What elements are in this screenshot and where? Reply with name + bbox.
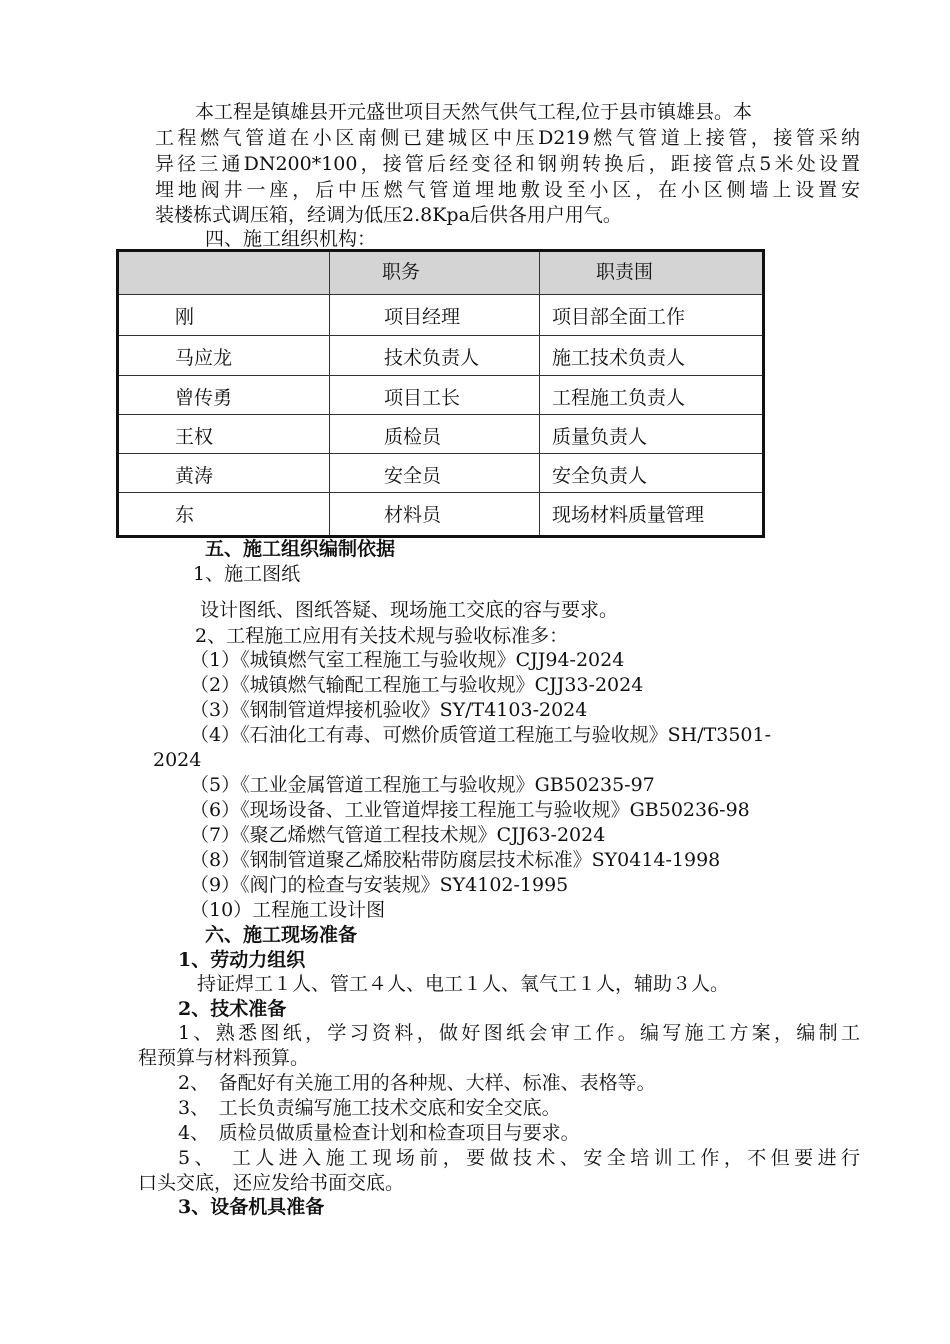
duty-cell: 现场材料质量管理 (540, 493, 764, 537)
standard-item: （2）《城镇燃气输配工程施工与验收规》CJJ33-2024 (190, 674, 644, 696)
name-cell: 东 (118, 493, 330, 537)
intro-line: 本工程是镇雄县开元盛世项目天然气供气工程,位于县市镇雄县。本 (195, 101, 753, 123)
standard-item: （3）《钢制管道焊接机验收》SY/T4103-2024 (190, 699, 588, 721)
tech-prep-item: 1、熟悉图纸，学习资料，做好图纸会审工作。编写施工方案，编制工 (178, 1022, 860, 1044)
table-row (118, 295, 764, 336)
section-6-sub-1-text: 持证焊工１人、管工４人、电工１人、氧气工１人，辅助３人。 (197, 973, 730, 995)
position-cell: 材料员 (330, 493, 540, 537)
intro-line: 埋地阀井一座，后中压燃气管道埋地敷设至小区，在小区侧墙上设置安 (155, 179, 860, 201)
table-row (118, 454, 764, 493)
name-cell: 曾传勇 (118, 376, 330, 415)
position-cell: 安全员 (330, 454, 540, 493)
duty-cell: 项目部全面工作 (540, 295, 764, 336)
section-4-title: 四、施工组织机构： (205, 228, 377, 250)
section-6-sub-1: 1、劳动力组织 (178, 949, 306, 971)
standard-item: （9）《阀门的检查与安装规》SY4102-1995 (190, 874, 569, 896)
standard-item-continued: 2024 (153, 749, 202, 771)
intro-line: 装楼栋式调压箱，经调为低压2.8Kpa后供各用户用气。 (155, 204, 622, 226)
table-row (118, 415, 764, 454)
section-5-title: 五、施工组织编制依据 (205, 538, 396, 560)
name-cell: 黄涛 (118, 454, 330, 493)
standard-item: （7）《聚乙烯燃气管道工程技术规》CJJ63-2024 (190, 824, 606, 846)
section-6-sub-3: 3、设备机具准备 (178, 1196, 325, 1218)
section-5-item-1: 1、施工图纸 (193, 563, 301, 585)
duty-cell: 施工技术负责人 (540, 336, 764, 376)
standard-item: （8）《钢制管道聚乙烯胶粘带防腐层技术标准》SY0414-1998 (190, 849, 721, 871)
tech-prep-item-continued: 口头交底，还应发给书面交底。 (138, 1172, 405, 1194)
section-6-sub-2: 2、技术准备 (178, 998, 287, 1020)
intro-line: 工程燃气管道在小区南侧已建城区中压D219燃气管道上接管，接管采纳 (155, 127, 860, 149)
tech-prep-item-continued: 程预算与材料预算。 (138, 1047, 310, 1069)
section-5-item-1-text: 设计图纸、图纸答疑、现场施工交底的容与要求。 (200, 599, 619, 621)
table-row (118, 376, 764, 415)
intro-line: 异径三通DN200*100，接管后经变径和钢朔转换后，距接管点5米处设置 (155, 153, 860, 175)
duty-cell: 安全负责人 (540, 454, 764, 493)
standard-item: （1）《城镇燃气室工程施工与验收规》CJJ94-2024 (190, 649, 625, 671)
tech-prep-item: 5、 工人进入施工现场前，要做技术、安全培训工作，不但要进行 (178, 1147, 860, 1169)
table-header-cell: 职责围 (540, 251, 764, 295)
duty-cell: 质量负责人 (540, 415, 764, 454)
org-table (116, 249, 765, 538)
name-cell: 刚 (118, 295, 330, 336)
duty-cell: 工程施工负责人 (540, 376, 764, 415)
name-cell: 王权 (118, 415, 330, 454)
standard-item: （4）《石油化工有毒、可燃价质管道工程施工与验收规》SH/T3501- (190, 724, 772, 746)
table-row (118, 336, 764, 376)
tech-prep-item: 3、 工长负责编写施工技术交底和安全交底。 (178, 1097, 561, 1119)
standard-item: （10）工程施工设计图 (190, 899, 386, 921)
table-row (118, 493, 764, 537)
position-cell: 项目工长 (330, 376, 540, 415)
section-6-title: 六、施工现场准备 (205, 924, 358, 946)
name-cell: 马应龙 (118, 336, 330, 376)
position-cell: 技术负责人 (330, 336, 540, 376)
tech-prep-item: 4、 质检员做质量检查计划和检查项目与要求。 (178, 1122, 580, 1144)
table-header-cell (118, 251, 330, 295)
position-cell: 质检员 (330, 415, 540, 454)
table-header-row (118, 251, 764, 295)
tech-prep-item: 2、 备配好有关施工用的各种规、大样、标准、表格等。 (178, 1072, 656, 1094)
standard-item: （5）《工业金属管道工程施工与验收规》GB50235-97 (190, 774, 655, 796)
section-5-item-2: 2、工程施工应用有关技术规与验收标准多： (195, 625, 569, 647)
table-header-cell: 职务 (330, 251, 540, 295)
standard-item: （6）《现场设备、工业管道焊接工程施工与验收规》GB50236-98 (190, 799, 750, 821)
position-cell: 项目经理 (330, 295, 540, 336)
